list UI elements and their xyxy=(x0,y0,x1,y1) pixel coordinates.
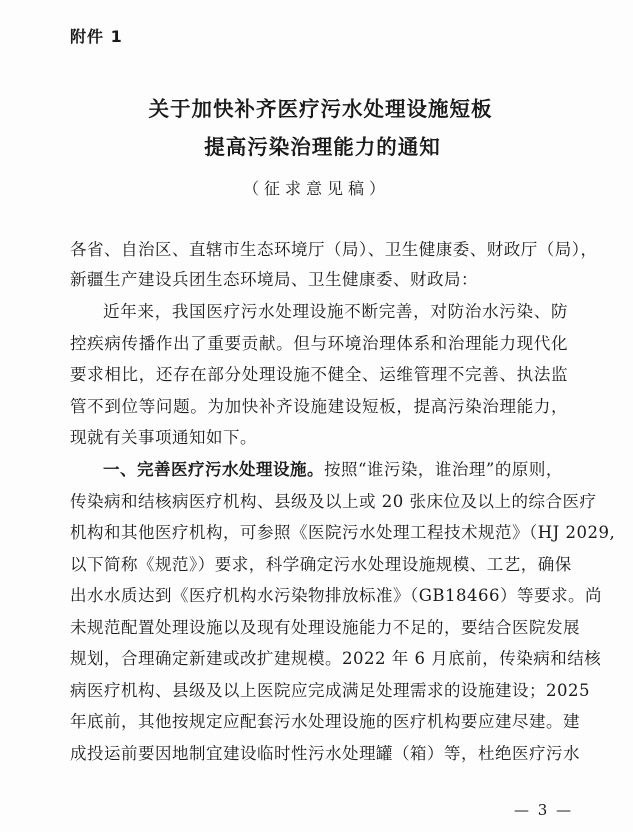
addressee-line: 各省、自治区、直辖市生态环境厅（局）、卫生健康委、财政厅（局）， xyxy=(70,240,598,259)
body-text-line: 未规范配置处理设施以及现有处理设施能力不足的，要结合医院发展 xyxy=(70,618,580,637)
body-text-line: 近年来，我国医疗污水处理设施不断完善，对防治水污染、防 xyxy=(103,302,568,321)
body-text-line: 现就有关事项通知如下。 xyxy=(70,428,257,447)
body-text-line: 要求相比，还存在部分处理设施不健全、运维管理不完善、执法监 xyxy=(70,365,568,384)
attachment-label: 附件 1 xyxy=(70,27,123,46)
body-text-line: 病医疗机构、县级及以上医院应完成满足处理需求的设施建设；2025 xyxy=(70,681,590,700)
section-1-first-line xyxy=(103,456,563,480)
body-text-line: 管不到位等问题。为加快补齐设施建设短板，提高污染治理能力， xyxy=(70,397,568,416)
body-text-line: 年底前，其他按规定应配套污水处理设施的医疗机构要应建尽建。建 xyxy=(70,712,580,731)
body-text-line: 成投运前要因地制宜建设临时性污水处理罐（箱）等，杜绝医疗污水 xyxy=(70,744,580,763)
body-text-line: 控疾病传播作出了重要贡献。但与环境治理体系和治理能力现代化 xyxy=(70,334,568,353)
body-text-line: 以下简称《规范》）要求，科学确定污水处理设施规模、工艺，确保 xyxy=(70,555,572,574)
body-text-line: 传染病和结核病医疗机构、县级及以上或 20 张床位及以上的综合医疗 xyxy=(70,492,597,511)
addressee-line: 新疆生产建设兵团生态环境局、卫生健康委、财政局： xyxy=(70,270,478,289)
page-number: — 3 — xyxy=(514,801,574,819)
body-text-line: 规划，合理确定新建或改扩建规模。2022 年 6 月底前，传染病和结核 xyxy=(70,649,602,668)
body-text-line: 出水水质达到《医疗机构水污染物排放标准》（GB18466）等要求。尚 xyxy=(70,586,603,605)
section-1-first-line-text: 按照“谁污染，谁治理”的原则， xyxy=(324,460,563,479)
body-text-line: 机构和其他医疗机构，可参照《医院污水处理工程技术规范》（HJ 2029, xyxy=(70,523,616,542)
document-title-line-1: 关于加快补齐医疗污水处理设施短板 xyxy=(148,97,493,121)
draft-subtitle: （征求意见稿） xyxy=(242,179,390,198)
document-title-line-2: 提高污染治理能力的通知 xyxy=(204,135,441,159)
section-1-heading: 一、完善医疗污水处理设施。 xyxy=(103,460,324,479)
